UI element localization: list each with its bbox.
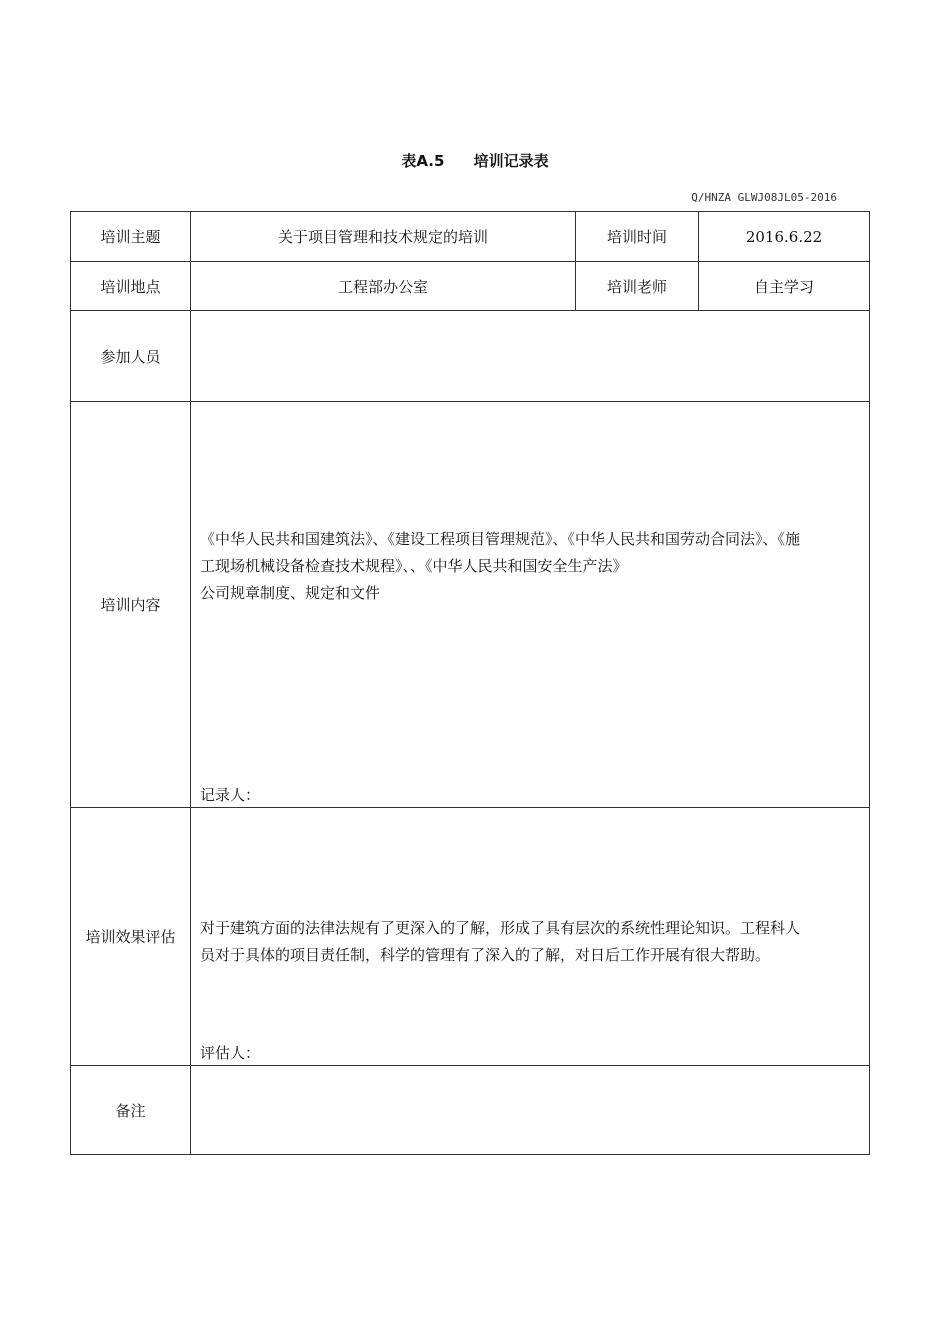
location-value: 工程部办公室 — [191, 262, 576, 311]
evaluation-line: 员对于具体的项目责任制，科学的管理有了深入的了解，对日后工作开展有很大帮助。 — [200, 946, 771, 964]
topic-label: 培训主题 — [71, 212, 191, 262]
document-number: Q/HNZA GLWJ08JL05-2016 — [691, 191, 837, 204]
row-content — [71, 402, 870, 808]
content-line: 工现场机械设备检查技术规程》、、《中华人民共和国安全生产法》 — [200, 557, 628, 575]
row-location — [71, 262, 870, 311]
table-code: 表A.5 — [401, 152, 445, 170]
row-topic — [71, 212, 870, 262]
evaluation-text — [200, 915, 861, 969]
recorder-label: 记录人： — [200, 786, 261, 804]
training-record-table — [70, 211, 870, 1155]
teacher-value: 自主学习 — [699, 262, 870, 311]
remarks-label: 备注 — [71, 1066, 191, 1155]
time-label: 培训时间 — [576, 212, 699, 262]
evaluator-label: 评估人： — [200, 1044, 261, 1062]
remarks-value — [191, 1066, 870, 1155]
content-line: 公司规章制度、规定和文件 — [200, 584, 381, 602]
evaluation-line: 对于建筑方面的法律法规有了更深入的了解，形成了具有层次的系统性理论知识。工程科人 — [200, 919, 801, 937]
time-value: 2016.6.22 — [699, 212, 870, 262]
row-participants — [71, 311, 870, 402]
teacher-label: 培训老师 — [576, 262, 699, 311]
participants-value — [191, 311, 870, 402]
content-line: 《中华人民共和国建筑法》、《建设工程项目管理规范》、《中华人民共和国劳动合同法》、《施 — [200, 530, 801, 548]
content-label: 培训内容 — [71, 402, 191, 808]
evaluation-cell — [191, 808, 870, 1066]
content-text — [200, 526, 861, 607]
row-evaluation — [71, 808, 870, 1066]
location-label: 培训地点 — [71, 262, 191, 311]
title-text: 培训记录表 — [473, 152, 549, 170]
content-cell — [191, 402, 870, 808]
form-title — [0, 150, 950, 171]
participants-label: 参加人员 — [71, 311, 191, 402]
row-remarks — [71, 1066, 870, 1155]
topic-value: 关于项目管理和技术规定的培训 — [191, 212, 576, 262]
evaluation-label: 培训效果评估 — [71, 808, 191, 1066]
